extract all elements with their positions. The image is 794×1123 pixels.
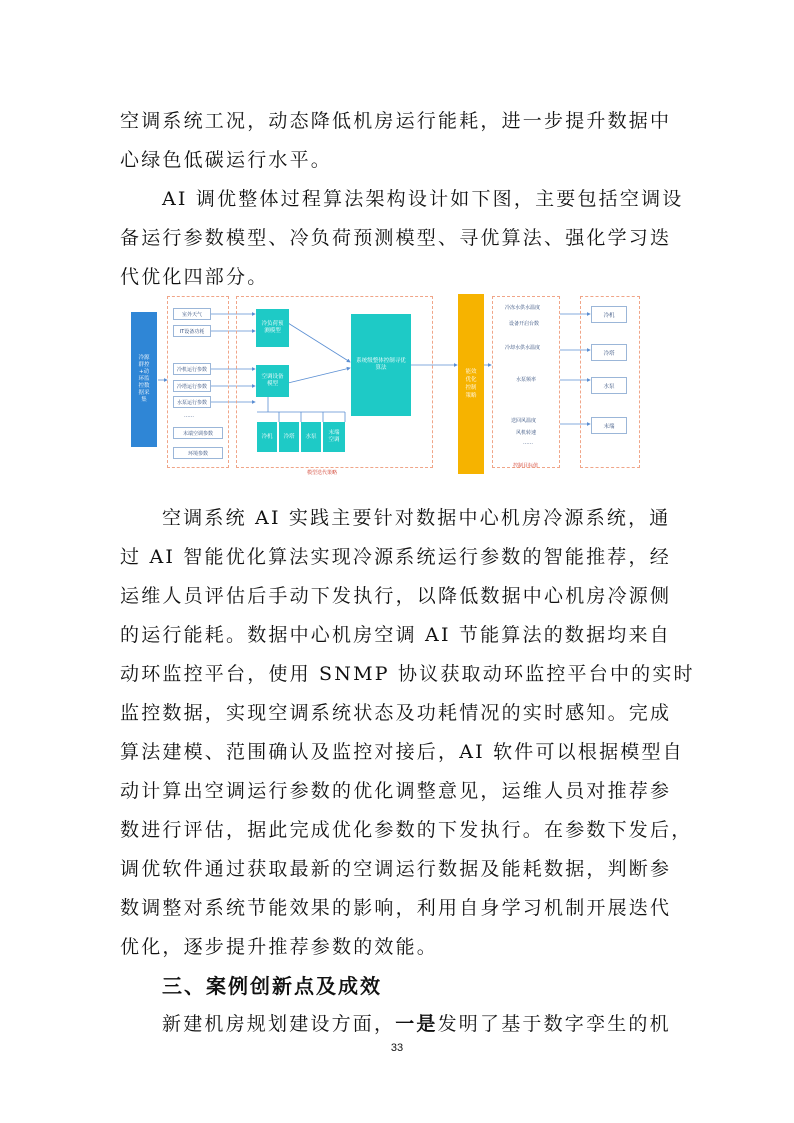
text-prefix: 新建机房规划建设方面，: [162, 1013, 396, 1035]
target-label: 控制目标值: [513, 463, 539, 469]
body-text-line: 动环监控平台，使用 SNMP 协议获取动环监控平台中的实时: [120, 663, 695, 685]
device-box: 冷塔: [591, 344, 627, 361]
input-item: 冷机运行参数: [173, 363, 211, 375]
input-item: IT设备功耗: [173, 325, 211, 337]
section-heading: 三、案例创新点及成效: [162, 974, 382, 998]
equipment-box: [323, 422, 345, 452]
equipment-label: 末端空调: [328, 430, 340, 443]
data-source-label: 冷源群控+动环监控数据采集: [138, 355, 150, 403]
body-text-line: 监控数据，实现空调系统状态及功耗情况的实时感知。完成: [120, 702, 672, 724]
equipment-box: 冷机: [257, 422, 277, 452]
body-text-line: 数调整对系统节能效果的影响，利用自身学习机制开展迭代: [120, 897, 672, 919]
body-text-line: 运维人员评估后手动下发执行，以降低数据中心机房冷源侧: [120, 585, 672, 607]
device-box: 冷机: [591, 306, 627, 323]
page-number: 33: [390, 1042, 404, 1054]
input-item: 冷塔运行参数: [173, 380, 211, 392]
body-text-line: 代优化四部分。: [120, 266, 269, 288]
strategy-label: 能效优化控制策略: [465, 369, 477, 399]
ac-model-label: 空调设备模型: [261, 374, 284, 387]
target-item: 冷却水供水温度: [505, 345, 541, 351]
strategy-box: [458, 294, 484, 474]
input-item: 环境参数: [173, 447, 223, 459]
body-text-line: 算法建模、范围确认及监控对接后，AI 软件可以根据模型自: [120, 741, 684, 763]
target-item: ……: [523, 440, 533, 446]
input-item: 末端空调参数: [173, 427, 223, 439]
input-item: 室外天气: [173, 308, 211, 320]
input-ellipsis: ……: [184, 413, 194, 419]
body-text-line: 调优软件通过获取最新的空调运行数据及能耗数据，判断参: [120, 858, 672, 880]
data-source-box: [131, 312, 157, 447]
equipment-box: 冷塔: [279, 422, 299, 452]
body-text-line: 过 AI 智能优化算法实现冷源系统运行参数的智能推荐，经: [120, 546, 671, 568]
iteration-label: 模型迭代策略: [307, 470, 338, 476]
body-text-line: AI 调优整体过程算法架构设计如下图，主要包括空调设: [162, 188, 684, 210]
optimizer-box: [351, 314, 411, 416]
device-box: 水泵: [591, 377, 627, 394]
body-text-line: 动计算出空调运行参数的优化调整意见，运维人员对推荐参: [120, 780, 672, 802]
text-emphasis: 一是: [395, 1013, 438, 1035]
target-item: 风机转速: [516, 430, 537, 436]
input-item: 水泵运行参数: [173, 396, 211, 408]
body-text-line: 空调系统工况，动态降低机房运行能耗，进一步提升数据中: [120, 110, 672, 132]
load-forecast-label: 冷负荷预测模型: [261, 321, 284, 334]
target-item: 设备开启台数: [509, 321, 540, 327]
target-item: 送回风温度: [511, 418, 537, 424]
body-text-line: 心绿色低碳运行水平。: [120, 149, 333, 171]
body-text-line: 的运行能耗。数据中心机房空调 AI 节能算法的数据均来自: [120, 624, 671, 646]
body-text-line: [162, 1009, 671, 1036]
target-item: 冷冻水供水温度: [505, 305, 541, 311]
ai-tuning-architecture-diagram: [131, 292, 664, 476]
equipment-box: 水泵: [301, 422, 321, 452]
body-text-line: 备运行参数模型、冷负荷预测模型、寻优算法、强化学习迭: [120, 227, 672, 249]
body-text-line: 空调系统 AI 实践主要针对数据中心机房冷源系统，通: [162, 507, 671, 529]
ac-equipment-model: [256, 365, 289, 397]
text-rest: 发明了基于数字孪生的机: [437, 1013, 671, 1035]
body-text-line: 数进行评估，据此完成优化参数的下发执行。在参数下发后，: [120, 819, 693, 841]
body-text-line: 优化，逐步提升推荐参数的效能。: [120, 936, 439, 958]
load-forecast-model: [256, 309, 289, 347]
target-item: 水泵频率: [516, 377, 537, 383]
device-box: 末端: [591, 417, 627, 434]
optimizer-label: 系统级整体控制寻优算法: [356, 358, 406, 371]
